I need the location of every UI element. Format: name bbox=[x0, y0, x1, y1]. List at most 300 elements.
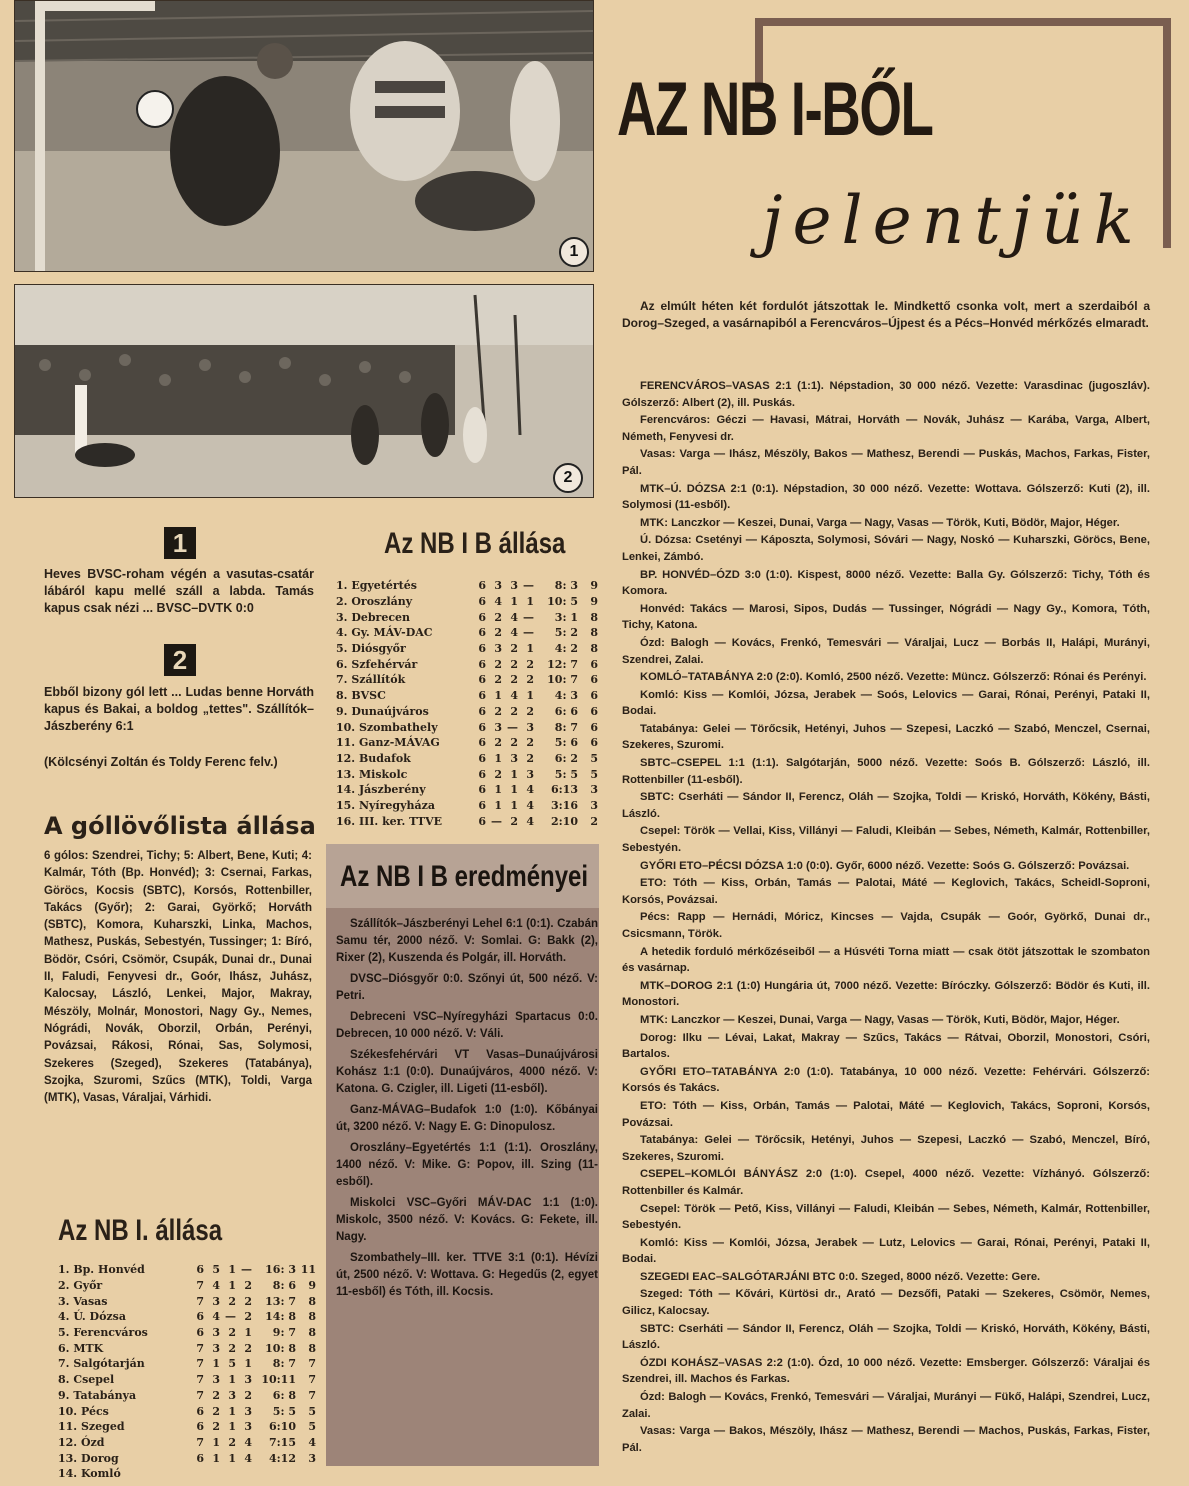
standing-value: 1 bbox=[526, 642, 534, 656]
photo-1 bbox=[14, 0, 594, 272]
team-name: 2. Győr bbox=[58, 1279, 103, 1293]
standing-value: 2 bbox=[244, 1310, 252, 1324]
team-name: 2. Oroszlány bbox=[336, 595, 413, 609]
standing-value: 9 bbox=[308, 1279, 316, 1293]
caption-1-number: 1 bbox=[164, 527, 196, 559]
team-name: 5. Ferencváros bbox=[58, 1326, 148, 1340]
nb1-standings-heading: Az NB I. állása bbox=[58, 1214, 223, 1247]
nb1b-standings-row bbox=[336, 625, 598, 641]
team-name: 15. Nyíregyháza bbox=[336, 798, 435, 812]
standing-value: 3 bbox=[212, 1294, 220, 1308]
standing-value: 1 bbox=[510, 767, 518, 781]
result-item: Debreceni VSC–Nyíregyházi Spartacus 0:0. Debrecen, 10 000 néző. V: Váli. bbox=[336, 1011, 598, 1040]
nb1b-standings-row bbox=[336, 609, 598, 625]
standing-value: 1 bbox=[228, 1420, 236, 1434]
standing-value: 4 bbox=[526, 783, 534, 797]
standing-value: 6 bbox=[590, 673, 598, 687]
standing-value: 2 bbox=[510, 642, 518, 656]
standing-value: 1 bbox=[228, 1279, 236, 1293]
standing-value: 6: 8 bbox=[272, 1388, 296, 1402]
standing-value: 3 bbox=[526, 767, 534, 781]
report-paragraph: Dorog: Ilku — Lévai, Lakat, Makray — Szűcs, Takács — Rátvai, Oborzil, Monostori, Csóri, Bartalos. bbox=[622, 1031, 1150, 1061]
standing-value: 6 bbox=[196, 1404, 204, 1418]
standing-value: 2 bbox=[510, 704, 518, 718]
nb1-standings-row bbox=[58, 1466, 316, 1482]
nb1-standings-row bbox=[58, 1450, 316, 1466]
nb1b-standings-row bbox=[336, 766, 598, 782]
photo-2 bbox=[14, 284, 594, 498]
report-paragraph: Komló: Kiss — Komlói, Józsa, Jerabek — Soós, Lelovics — Garai, Rónai, Perényi, Pataki II, Bodai. bbox=[622, 688, 1150, 718]
report-paragraph: GYŐRI ETO–TATABÁNYA 2:0 (1:0). Tatabánya, 10 000 néző. Vezette: Fehérvári. Gólszerző: Korsós és Takács. bbox=[622, 1065, 1150, 1095]
standing-value: 8 bbox=[308, 1326, 316, 1340]
standing-value: 5 bbox=[308, 1420, 316, 1434]
standing-value: 6 bbox=[590, 720, 598, 734]
team-name: 1. Bp. Honvéd bbox=[58, 1263, 145, 1277]
nb1b-standings-row bbox=[336, 735, 598, 751]
standing-value: 3: 1 bbox=[554, 610, 578, 624]
result-item: Székesfehérvári VT Vasas–Dunaújvárosi Kohász 1:1 (0:0). Dunaújváros, 4000 néző. V: Katona. G. Czigler, ill. Ligeti (11-esből). bbox=[336, 1049, 598, 1095]
standing-value: 6 bbox=[478, 689, 486, 703]
standing-value: — bbox=[523, 579, 534, 593]
standing-value: 6 bbox=[478, 736, 486, 750]
standing-value: 7 bbox=[196, 1388, 204, 1402]
standing-value: — bbox=[491, 814, 502, 828]
nb1b-standings-row bbox=[336, 594, 598, 610]
report-intro: Az elmúlt héten két fordulót játszottak le. Mindkettő csonka volt, mert a szerdaiból a Dorog–Szeged, a vasárnapiból a Ferencváros–Újpest és a Pécs–Honvéd mérkőzés elmaradt. bbox=[622, 299, 1150, 330]
standing-value bbox=[300, 1466, 316, 1482]
standing-value: 6 bbox=[478, 767, 486, 781]
standing-value: 3 bbox=[526, 720, 534, 734]
standing-value: 10: 7 bbox=[547, 673, 578, 687]
standing-value: 2 bbox=[228, 1341, 236, 1355]
nb1b-standings-row bbox=[336, 672, 598, 688]
report-paragraph: BP. HONVÉD–ÓZD 3:0 (1:0). Kispest, 8000 néző. Vezette: Balla Gy. Gólszerző: Tichy, Tóth és Komora. bbox=[622, 568, 1150, 598]
standing-value: 3 bbox=[590, 798, 598, 812]
report-paragraph: MTK–DOROG 2:1 (1:0) Hungária út, 7000 néző. Vezette: Bíróczky. Gólszerző: Bödör és Kuti, ill. Monostori. bbox=[622, 979, 1150, 1009]
standing-value: 2 bbox=[494, 610, 502, 624]
standing-value: 8 bbox=[308, 1294, 316, 1308]
nb1-standings-row bbox=[58, 1372, 316, 1388]
standing-value: 2 bbox=[510, 814, 518, 828]
standing-value: 3 bbox=[212, 1326, 220, 1340]
standing-value: 7 bbox=[196, 1373, 204, 1387]
standing-value: 2 bbox=[494, 657, 502, 671]
standing-value: 10:11 bbox=[261, 1373, 296, 1387]
report-paragraph: CSEPEL–KOMLÓI BÁNYÁSZ 2:0 (1:0). Csepel, 4000 néző. Vezette: Vízhányó. Gólszerző: Rottenbiller és Kalmár. bbox=[622, 1168, 1150, 1197]
title-frame-top bbox=[755, 18, 1171, 26]
standing-value: 6 bbox=[478, 657, 486, 671]
standing-value: 8: 3 bbox=[554, 579, 578, 593]
standing-value: 9 bbox=[590, 595, 598, 609]
standing-value: 4 bbox=[526, 814, 534, 828]
team-name: 8. BVSC bbox=[336, 689, 386, 703]
team-name: 4. Ú. Dózsa bbox=[58, 1310, 126, 1324]
page-title: AZ NB I-BŐL bbox=[617, 67, 933, 152]
standing-value: 6 bbox=[478, 720, 486, 734]
standing-value: 5 bbox=[590, 751, 598, 765]
standing-value: 1 bbox=[526, 689, 534, 703]
standing-value: 6 bbox=[196, 1310, 204, 1324]
standing-value: 3 bbox=[212, 1373, 220, 1387]
team-name: 10. Szombathely bbox=[336, 720, 438, 734]
standing-value: 4 bbox=[510, 626, 518, 640]
nb1b-standings-table bbox=[336, 578, 598, 829]
standing-value: 6:10 bbox=[268, 1420, 296, 1434]
standing-value: 2 bbox=[244, 1388, 252, 1402]
standing-value: 5 bbox=[228, 1357, 236, 1371]
standing-value: 1 bbox=[228, 1263, 236, 1277]
nb1b-standings-row bbox=[336, 656, 598, 672]
report-paragraph: FERENCVÁROS–VASAS 2:1 (1:1). Népstadion, 30 000 néző. Vezette: Varasdinac (jugoszláv). Gólszerző: Albert (2), ill. Puskás. bbox=[622, 380, 1150, 409]
standing-value: 7 bbox=[196, 1435, 204, 1449]
report-paragraph: Ú. Dózsa: Csetényi — Káposzta, Solymosi, Sóvári — Nagy, Noskó — Kuharszki, Göröcs, Bene, Lenkei, Zámbó. bbox=[622, 534, 1150, 563]
team-name: 12. Budafok bbox=[336, 751, 411, 765]
team-name: 11. Szeged bbox=[58, 1420, 125, 1434]
result-item: Oroszlány–Egyetértés 1:1 (1:1). Oroszlány, 1400 néző. V: Mike. G: Popov, ill. Szing (11-esből). bbox=[336, 1142, 598, 1188]
standing-value: 6 bbox=[478, 673, 486, 687]
standing-value: 1 bbox=[494, 751, 502, 765]
report-paragraph: MTK–Ú. DÓZSA 2:1 (0:1). Népstadion, 30 000 néző. Vezette: Wottava. Gólszerző: Kuti (2), ill. Solymosi (11-esből). bbox=[622, 482, 1150, 512]
nb1b-standings-row bbox=[336, 688, 598, 704]
standing-value: — bbox=[241, 1263, 252, 1277]
report-paragraph: Csepel: Török — Pető, Kiss, Villányi — Faludi, Kleibán — Sebes, Németh, Kalmár, Rottenbiller, Sebestyén. bbox=[622, 1202, 1150, 1232]
team-name: 1. Egyetértés bbox=[336, 579, 417, 593]
team-name: 14. Komló bbox=[58, 1467, 121, 1481]
team-name: 10. Pécs bbox=[58, 1404, 109, 1418]
standing-value: 5: 2 bbox=[554, 626, 578, 640]
standing-value bbox=[188, 1466, 204, 1482]
result-item: DVSC–Diósgyőr 0:0. Szőnyi út, 500 néző. V: Petri. bbox=[336, 973, 598, 1002]
standing-value: 2 bbox=[590, 814, 598, 828]
standing-value: 3 bbox=[590, 783, 598, 797]
standing-value: 4 bbox=[510, 610, 518, 624]
standing-value: 4 bbox=[308, 1435, 316, 1449]
standing-value: 2 bbox=[510, 657, 518, 671]
nb1-standings-row bbox=[58, 1309, 316, 1325]
standing-value: 3 bbox=[494, 579, 502, 593]
standing-value: 6 bbox=[478, 783, 486, 797]
standing-value: 6 bbox=[478, 814, 486, 828]
report-paragraph: Tatabánya: Gelei — Törőcsik, Hetényi, Juhos — Szepesi, Laczkó — Szabó, Menczel, Csernai, Szekeres, Szuromi. bbox=[622, 722, 1150, 752]
report-paragraph: SZEGEDI EAC–SALGÓTARJÁNI BTC 0:0. Szeged, 8000 néző. Vezette: Gere. bbox=[640, 1270, 1041, 1283]
standing-value: 3 bbox=[244, 1404, 252, 1418]
team-name: 9. Dunaújváros bbox=[336, 704, 429, 718]
standing-value: 6:13 bbox=[550, 783, 578, 797]
photo-credit: (Kölcsényi Zoltán és Toldy Ferenc felv.) bbox=[44, 755, 278, 769]
standing-value: 6 bbox=[590, 704, 598, 718]
standing-value: 4 bbox=[494, 595, 502, 609]
nb1b-standings-row bbox=[336, 719, 598, 735]
standing-value: 6 bbox=[478, 579, 486, 593]
result-item: Ganz-MÁVAG–Budafok 1:0 (1:0). Kőbányai út, 3200 néző. V: Nagy E. G: Dinopulosz. bbox=[336, 1104, 598, 1133]
team-name: 7. Salgótarján bbox=[58, 1357, 145, 1371]
report-paragraph: MTK: Lanczkor — Keszei, Dunai, Varga — Nagy, Vasas — Török, Kuti, Bödör, Major, Héger. bbox=[640, 516, 1120, 529]
nb1b-standings-row bbox=[336, 704, 598, 720]
standing-value: 2 bbox=[244, 1341, 252, 1355]
report-paragraph: Tatabánya: Gelei — Törőcsik, Hetényi, Juhos — Szepesi, Laczkó — Szabó, Menczel, Bíró, Szekeres, Szuromi. bbox=[622, 1134, 1150, 1163]
team-name: 6. Szfehérvár bbox=[336, 657, 418, 671]
standing-value: 6 bbox=[196, 1420, 204, 1434]
standing-value: 5 bbox=[212, 1263, 220, 1277]
standing-value: 2 bbox=[526, 736, 534, 750]
standing-value: 2 bbox=[494, 704, 502, 718]
standing-value: 5 bbox=[308, 1404, 316, 1418]
report-paragraph: Vasas: Varga — Bakos, Mészöly, Ihász — Mathesz, Berendi — Machos, Puskás, Farkas, Fister, Pál. bbox=[622, 1425, 1150, 1454]
nb1-standings-row bbox=[58, 1278, 316, 1294]
standing-value: 1 bbox=[228, 1404, 236, 1418]
team-name: 13. Dorog bbox=[58, 1451, 119, 1465]
nb1-standings-row bbox=[58, 1388, 316, 1404]
nb1b-standings-heading: Az NB I B állása bbox=[384, 527, 566, 560]
report-paragraph: ETO: Tóth — Kiss, Orbán, Tamás — Palotai, Máté — Keglovich, Takács, Soproni, Korsós, Povázsai. bbox=[622, 1099, 1150, 1129]
nb1-standings-row bbox=[58, 1435, 316, 1451]
team-name: 9. Tatabánya bbox=[58, 1388, 137, 1402]
standing-value: 1 bbox=[212, 1435, 220, 1449]
standing-value: 4: 2 bbox=[554, 642, 578, 656]
team-name: 3. Vasas bbox=[58, 1294, 108, 1308]
report-body bbox=[622, 378, 1150, 1457]
standing-value: 7 bbox=[308, 1388, 316, 1402]
standing-value: 1 bbox=[244, 1357, 252, 1371]
standing-value: 8 bbox=[590, 610, 598, 624]
standing-value: 2 bbox=[494, 736, 502, 750]
standing-value: 8 bbox=[308, 1310, 316, 1324]
standing-value: 7 bbox=[196, 1357, 204, 1371]
team-name: 3. Debrecen bbox=[336, 610, 411, 624]
standing-value: 16: 3 bbox=[265, 1263, 296, 1277]
standing-value: 9: 7 bbox=[272, 1326, 296, 1340]
team-name: 6. MTK bbox=[58, 1341, 104, 1355]
standing-value: 7 bbox=[196, 1279, 204, 1293]
standing-value: 7 bbox=[308, 1357, 316, 1371]
standing-value: 7 bbox=[308, 1373, 316, 1387]
nb1-standings-row bbox=[58, 1262, 316, 1278]
report-paragraph: Vasas: Varga — Ihász, Mészöly, Bakos — Mathesz, Berendi — Puskás, Machos, Farkas, Fister, Pál. bbox=[622, 448, 1150, 477]
team-name: 8. Csepel bbox=[58, 1373, 115, 1387]
report-paragraph: SBTC–CSEPEL 1:1 (1:1). Salgótarján, 5000 néző. Vezette: Soós B. Gólszerző: László, ill. Rottenbiller (11-esből). bbox=[622, 757, 1150, 786]
photo-1-image bbox=[15, 1, 593, 271]
standing-value: 2:10 bbox=[550, 814, 578, 828]
standing-value: 6 bbox=[478, 595, 486, 609]
standing-value: 8 bbox=[308, 1341, 316, 1355]
team-name: 5. Diósgyőr bbox=[336, 642, 406, 656]
nb1-standings-row bbox=[58, 1340, 316, 1356]
standing-value: 10: 5 bbox=[547, 595, 578, 609]
standing-value: 2 bbox=[212, 1388, 220, 1402]
standing-value: 4:12 bbox=[268, 1451, 296, 1465]
report-paragraph: SBTC: Cserháti — Sándor II, Ferencz, Oláh — Szojka, Toldi — Kriskó, Horváth, Kökény, Básti, László. bbox=[622, 1322, 1150, 1352]
standing-value: 2 bbox=[494, 673, 502, 687]
standing-value: 1 bbox=[494, 689, 502, 703]
photo-1-number: 1 bbox=[559, 237, 589, 267]
standing-value: 2 bbox=[510, 673, 518, 687]
report-paragraph: SBTC: Cserháti — Sándor II, Ferencz, Oláh — Szojka, Toldi — Kriskó, Horváth, Kökény, Básti, László. bbox=[622, 791, 1150, 820]
standing-value bbox=[220, 1466, 236, 1482]
standing-value: 8: 6 bbox=[272, 1279, 296, 1293]
caption-2-number: 2 bbox=[164, 644, 196, 676]
standing-value: 4 bbox=[526, 798, 534, 812]
result-item: Szállítók–Jászberényi Lehel 6:1 (0:1). Czabán Samu tér, 2000 néző. V: Somlai. G: Bakk (2), Rixer (2), Kuszenda és Polgár, ill. Horváth. bbox=[336, 918, 598, 964]
standing-value: 3 bbox=[494, 720, 502, 734]
nb1-standings-row bbox=[58, 1325, 316, 1341]
standing-value: 1 bbox=[510, 783, 518, 797]
report-paragraph: Komló: Kiss — Komlói, Józsa, Jerabek — Lutz, Lelovics — Garai, Rónai, Perényi, Pataki II, Bodai. bbox=[622, 1236, 1150, 1266]
standing-value: 10: 8 bbox=[265, 1341, 296, 1355]
standing-value: 8 bbox=[590, 626, 598, 640]
standing-value: 13: 7 bbox=[265, 1294, 296, 1308]
standing-value: 7:15 bbox=[268, 1435, 296, 1449]
standing-value: 3 bbox=[244, 1373, 252, 1387]
standing-value: 1 bbox=[510, 798, 518, 812]
standing-value: 6: 6 bbox=[554, 704, 578, 718]
standing-value: 6 bbox=[478, 626, 486, 640]
nb1-standings-row bbox=[58, 1403, 316, 1419]
standing-value: 12: 7 bbox=[547, 657, 578, 671]
standing-value: 11 bbox=[300, 1263, 316, 1277]
report-paragraph: Szeged: Tóth — Kővári, Kürtösi dr., Arató — Dezsőfi, Pataki — Szekeres, Csömör, Nemes, Gilicz, Kalocsay. bbox=[622, 1288, 1150, 1318]
result-item: Miskolci VSC–Győri MÁV-DAC 1:1 (1:0). Miskolc, 3500 néző. V: Kovács. G: Fekete, ill. Nagy. bbox=[336, 1197, 598, 1243]
standing-value: 3 bbox=[494, 642, 502, 656]
standing-value: 6 bbox=[478, 798, 486, 812]
page-subtitle: jelentjük bbox=[762, 182, 1144, 259]
team-name: 4. Gy. MÁV-DAC bbox=[336, 626, 433, 640]
nb1b-standings-row bbox=[336, 813, 598, 829]
standing-value: 2 bbox=[526, 751, 534, 765]
nb1-standings-row bbox=[58, 1356, 316, 1372]
standing-value: 1 bbox=[228, 1451, 236, 1465]
photo-2-number: 2 bbox=[553, 463, 583, 493]
standing-value: 4: 3 bbox=[554, 689, 578, 703]
standing-value: 2 bbox=[510, 736, 518, 750]
standing-value: 6 bbox=[478, 751, 486, 765]
standing-value: 6 bbox=[478, 610, 486, 624]
nb1-standings-row bbox=[58, 1419, 316, 1435]
report-paragraph: Pécs: Rapp — Hernádi, Móricz, Kincses — Vajda, Csupák — Goór, Györkő, Dunai dr., Csicsmann, Török. bbox=[622, 911, 1150, 940]
standing-value: 6: 2 bbox=[554, 751, 578, 765]
nb1-standings-row bbox=[58, 1293, 316, 1309]
photo-2-image bbox=[15, 285, 593, 497]
report-paragraph: Ózd: Balogh — Kovács, Frenkó, Temesvári — Váraljai, Murányi — Fükő, Halápi, Szendrei, Lucz, Zalai. bbox=[622, 1391, 1150, 1420]
standing-value: — bbox=[225, 1310, 236, 1324]
standing-value: 2 bbox=[494, 626, 502, 640]
standing-value: 6 bbox=[196, 1326, 204, 1340]
standing-value: 1 bbox=[510, 595, 518, 609]
team-name: 12. Ózd bbox=[58, 1435, 105, 1449]
standing-value: 6 bbox=[590, 736, 598, 750]
standing-value: 5: 5 bbox=[554, 767, 578, 781]
standing-value: 4 bbox=[212, 1279, 220, 1293]
standing-value: 1 bbox=[494, 783, 502, 797]
nb1b-standings-row bbox=[336, 798, 598, 814]
standing-value: — bbox=[507, 720, 518, 734]
standing-value: 2 bbox=[244, 1294, 252, 1308]
team-name: 13. Miskolc bbox=[336, 767, 408, 781]
team-name: 14. Jászberény bbox=[336, 783, 426, 797]
standing-value: 8: 7 bbox=[554, 720, 578, 734]
standing-value: 4 bbox=[510, 689, 518, 703]
standing-value: 6 bbox=[196, 1451, 204, 1465]
standing-value: 3 bbox=[244, 1420, 252, 1434]
standing-value: 2 bbox=[228, 1435, 236, 1449]
standing-value: 2 bbox=[228, 1326, 236, 1340]
nb1b-standings-row bbox=[336, 751, 598, 767]
standing-value: 4 bbox=[244, 1451, 252, 1465]
nb1b-standings-row bbox=[336, 578, 598, 594]
standing-value: — bbox=[523, 610, 534, 624]
scorers-text: 6 gólos: Szendrei, Tichy; 5: Albert, Bene, Kuti; 4: Kalmár, Tóth (Bp. Honvéd); 3: Csernai, Farkas, Göröcs, Kocsis (SBTC), Korsós, Rottenbiller, Takács (Győr); 2: Garai, Györkő; Horváth (SBTC), Komora, Kuharszki, Linka, Machos, Mathesz, Puskás, Sebestyén, Tussinger; 1: Bíró, Bödör, Csóri, Csömör, Csupák, Dunai dr., Dunai II, Faludi, Fenyvesi dr., Goór, Ihász, Juhász, Kalocsay, László, Lenkei, Major, Makray, Mészöly, Molnár, Monostori, Nagy Gy., Nemes, Nógrádi, Novák, Oborzil, Orbán, Perényi, Povázsai, Rákosi, Rónai, Sas, Solymosi, Szekeres (Szeged), Szekeres (Tatabánya), Szojka, Szuromi, Szűcs (MTK), Toldi, Varga (MTK), Vasas, Váraljai, Várhidi. bbox=[44, 850, 312, 1105]
title-frame-right bbox=[1163, 18, 1171, 248]
standing-value: 2 bbox=[244, 1279, 252, 1293]
standing-value: 2 bbox=[526, 657, 534, 671]
standing-value: 8: 7 bbox=[272, 1357, 296, 1371]
standing-value: 2 bbox=[526, 673, 534, 687]
standing-value: 3 bbox=[308, 1451, 316, 1465]
report-paragraph: Ózd: Balogh — Kovács, Frenkó, Temesvári — Váraljai, Lucz — Borbás II, Halápi, Murányi, Szendrei, Zalai. bbox=[622, 636, 1150, 666]
standing-value: 6 bbox=[478, 642, 486, 656]
standing-value: 6 bbox=[590, 657, 598, 671]
report-paragraph: A hetedik forduló mérkőzéseiből — a Húsvéti Torna miatt — csak ötöt játszottak le szombaton és vasárnap. bbox=[622, 945, 1150, 975]
standing-value: 14: 8 bbox=[265, 1310, 296, 1324]
standing-value: 1 bbox=[212, 1451, 220, 1465]
scorers-heading: A góllövőlista állása bbox=[44, 812, 316, 840]
caption-1-text: Heves BVSC-roham végén a vasutas-csatár lábáról kapu mellé száll a labda. Tamás kapus csak nézi ... BVSC–DVTK 0:0 bbox=[44, 567, 314, 615]
standing-value: 7 bbox=[196, 1294, 204, 1308]
caption-2-text: Ebből bizony gól lett ... Ludas benne Horváth kapus és Bakai, a boldog „tettes". Szállítók–Jászberény 6:1 bbox=[44, 685, 314, 733]
standing-value: 1 bbox=[228, 1373, 236, 1387]
standing-value bbox=[204, 1466, 220, 1482]
nb1b-results-list bbox=[336, 916, 598, 1305]
standing-value: 7 bbox=[196, 1341, 204, 1355]
standing-value: 3:16 bbox=[550, 798, 578, 812]
team-name: 11. Ganz-MÁVAG bbox=[336, 736, 440, 750]
report-paragraph: MTK: Lanczkor — Keszei, Dunai, Varga — Nagy, Vasas — Török, Kuti, Bödör, Major, Héger. bbox=[640, 1013, 1120, 1026]
standing-value: 1 bbox=[526, 595, 534, 609]
team-name: 16. III. ker. TTVE bbox=[336, 814, 443, 828]
standing-value: 2 bbox=[494, 767, 502, 781]
standing-value: 3 bbox=[228, 1388, 236, 1402]
nb1-standings-table bbox=[58, 1262, 316, 1482]
standing-value: 8 bbox=[590, 642, 598, 656]
team-name: 7. Szállítók bbox=[336, 673, 406, 687]
report-paragraph: KOMLÓ–TATABÁNYA 2:0 (2:0). Komló, 2500 néző. Vezette: Müncz. Gólszerző: Rónai és Perényi. bbox=[640, 671, 1147, 684]
standing-value: 3 bbox=[212, 1341, 220, 1355]
report-paragraph: GYŐRI ETO–PÉCSI DÓZSA 1:0 (0:0). Győr, 6000 néző. Vezette: Soós G. Gólszerző: Povázsai. bbox=[640, 859, 1130, 872]
standing-value: 5 bbox=[590, 767, 598, 781]
standing-value: 9 bbox=[590, 579, 598, 593]
standing-value: 2 bbox=[212, 1404, 220, 1418]
standing-value: 1 bbox=[212, 1357, 220, 1371]
report-paragraph: ETO: Tóth — Kiss, Orbán, Tamás — Palotai, Máté — Keglovich, Takács, Scheidl-Soproni, Korsós, Povázsai. bbox=[622, 877, 1150, 906]
standing-value: — bbox=[523, 626, 534, 640]
standing-value: 2 bbox=[228, 1294, 236, 1308]
report-paragraph: Csepel: Török — Vellai, Kiss, Villányi — Faludi, Kleibán — Sebes, Németh, Kalmár, Rottenbiller, Sebestyén. bbox=[622, 825, 1150, 855]
nb1b-standings-row bbox=[336, 782, 598, 798]
standing-value: 1 bbox=[244, 1326, 252, 1340]
report-paragraph: Honvéd: Takács — Marosi, Sipos, Dudás — Tussinger, Nógrádi — Nagy Gy., Komora, Tóth, Tichy, Katona. bbox=[622, 602, 1150, 632]
standing-value bbox=[236, 1466, 252, 1482]
standing-value: 4 bbox=[244, 1435, 252, 1449]
standing-value: 6 bbox=[478, 704, 486, 718]
nb1b-results-heading: Az NB I B eredményei bbox=[340, 860, 589, 893]
standing-value: 1 bbox=[494, 798, 502, 812]
result-item: Szombathely–III. ker. TTVE 3:1 (0:1). Hévízi út, 2500 néző. V: Wottava. G: Hegedűs (2, egyet 11-esből) és Tóth, ill. Kocsis. bbox=[336, 1252, 598, 1298]
standing-value: 5: 6 bbox=[554, 736, 578, 750]
report-paragraph: Ferencváros: Géczi — Havasi, Mátrai, Horváth — Novák, Juhász — Karába, Varga, Albert, Németh, Fenyvesi dr. bbox=[622, 414, 1150, 443]
standing-value: 3 bbox=[510, 579, 518, 593]
standing-value: 6 bbox=[590, 689, 598, 703]
standing-value: 6 bbox=[196, 1263, 204, 1277]
nb1b-standings-row bbox=[336, 641, 598, 657]
